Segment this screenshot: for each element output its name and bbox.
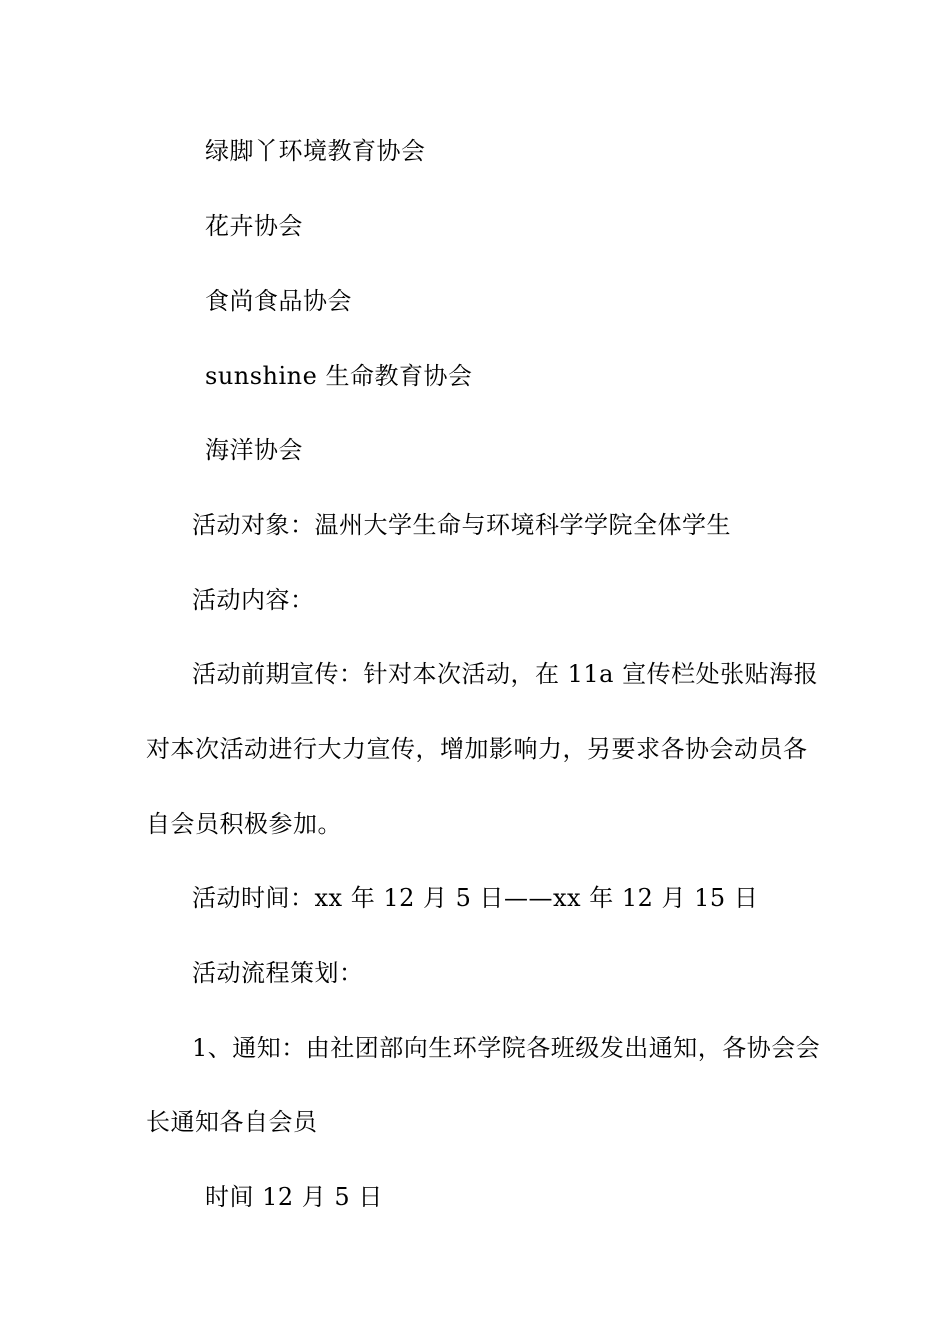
association-item: 食尚食品协会 xyxy=(205,287,352,315)
activity-process-heading: 活动流程策划： xyxy=(192,959,364,987)
notice-paragraph-line: 长通知各自会员 xyxy=(146,1108,318,1136)
activity-content-heading: 活动内容： xyxy=(192,586,315,614)
publicity-paragraph-line: 活动前期宣传：针对本次活动，在 11a 宣传栏处张贴海报 xyxy=(192,660,819,688)
association-item: 花卉协会 xyxy=(205,212,303,240)
association-item: 绿脚丫环境教育协会 xyxy=(205,137,426,165)
publicity-paragraph-line: 对本次活动进行大力宣传，增加影响力，另要求各协会动员各 xyxy=(146,735,808,763)
notice-paragraph-line: 1、通知：由社团部向生环学院各班级发出通知，各协会会 xyxy=(192,1034,821,1062)
association-item: 海洋协会 xyxy=(205,436,303,464)
association-item: sunshine 生命教育协会 xyxy=(205,362,473,390)
activity-time: 活动时间：xx 年 12 月 5 日——xx 年 12 月 15 日 xyxy=(192,884,759,912)
publicity-paragraph-line: 自会员积极参加。 xyxy=(146,810,342,838)
notice-time: 时间 12 月 5 日 xyxy=(205,1183,383,1211)
activity-target: 活动对象：温州大学生命与环境科学学院全体学生 xyxy=(192,511,731,539)
